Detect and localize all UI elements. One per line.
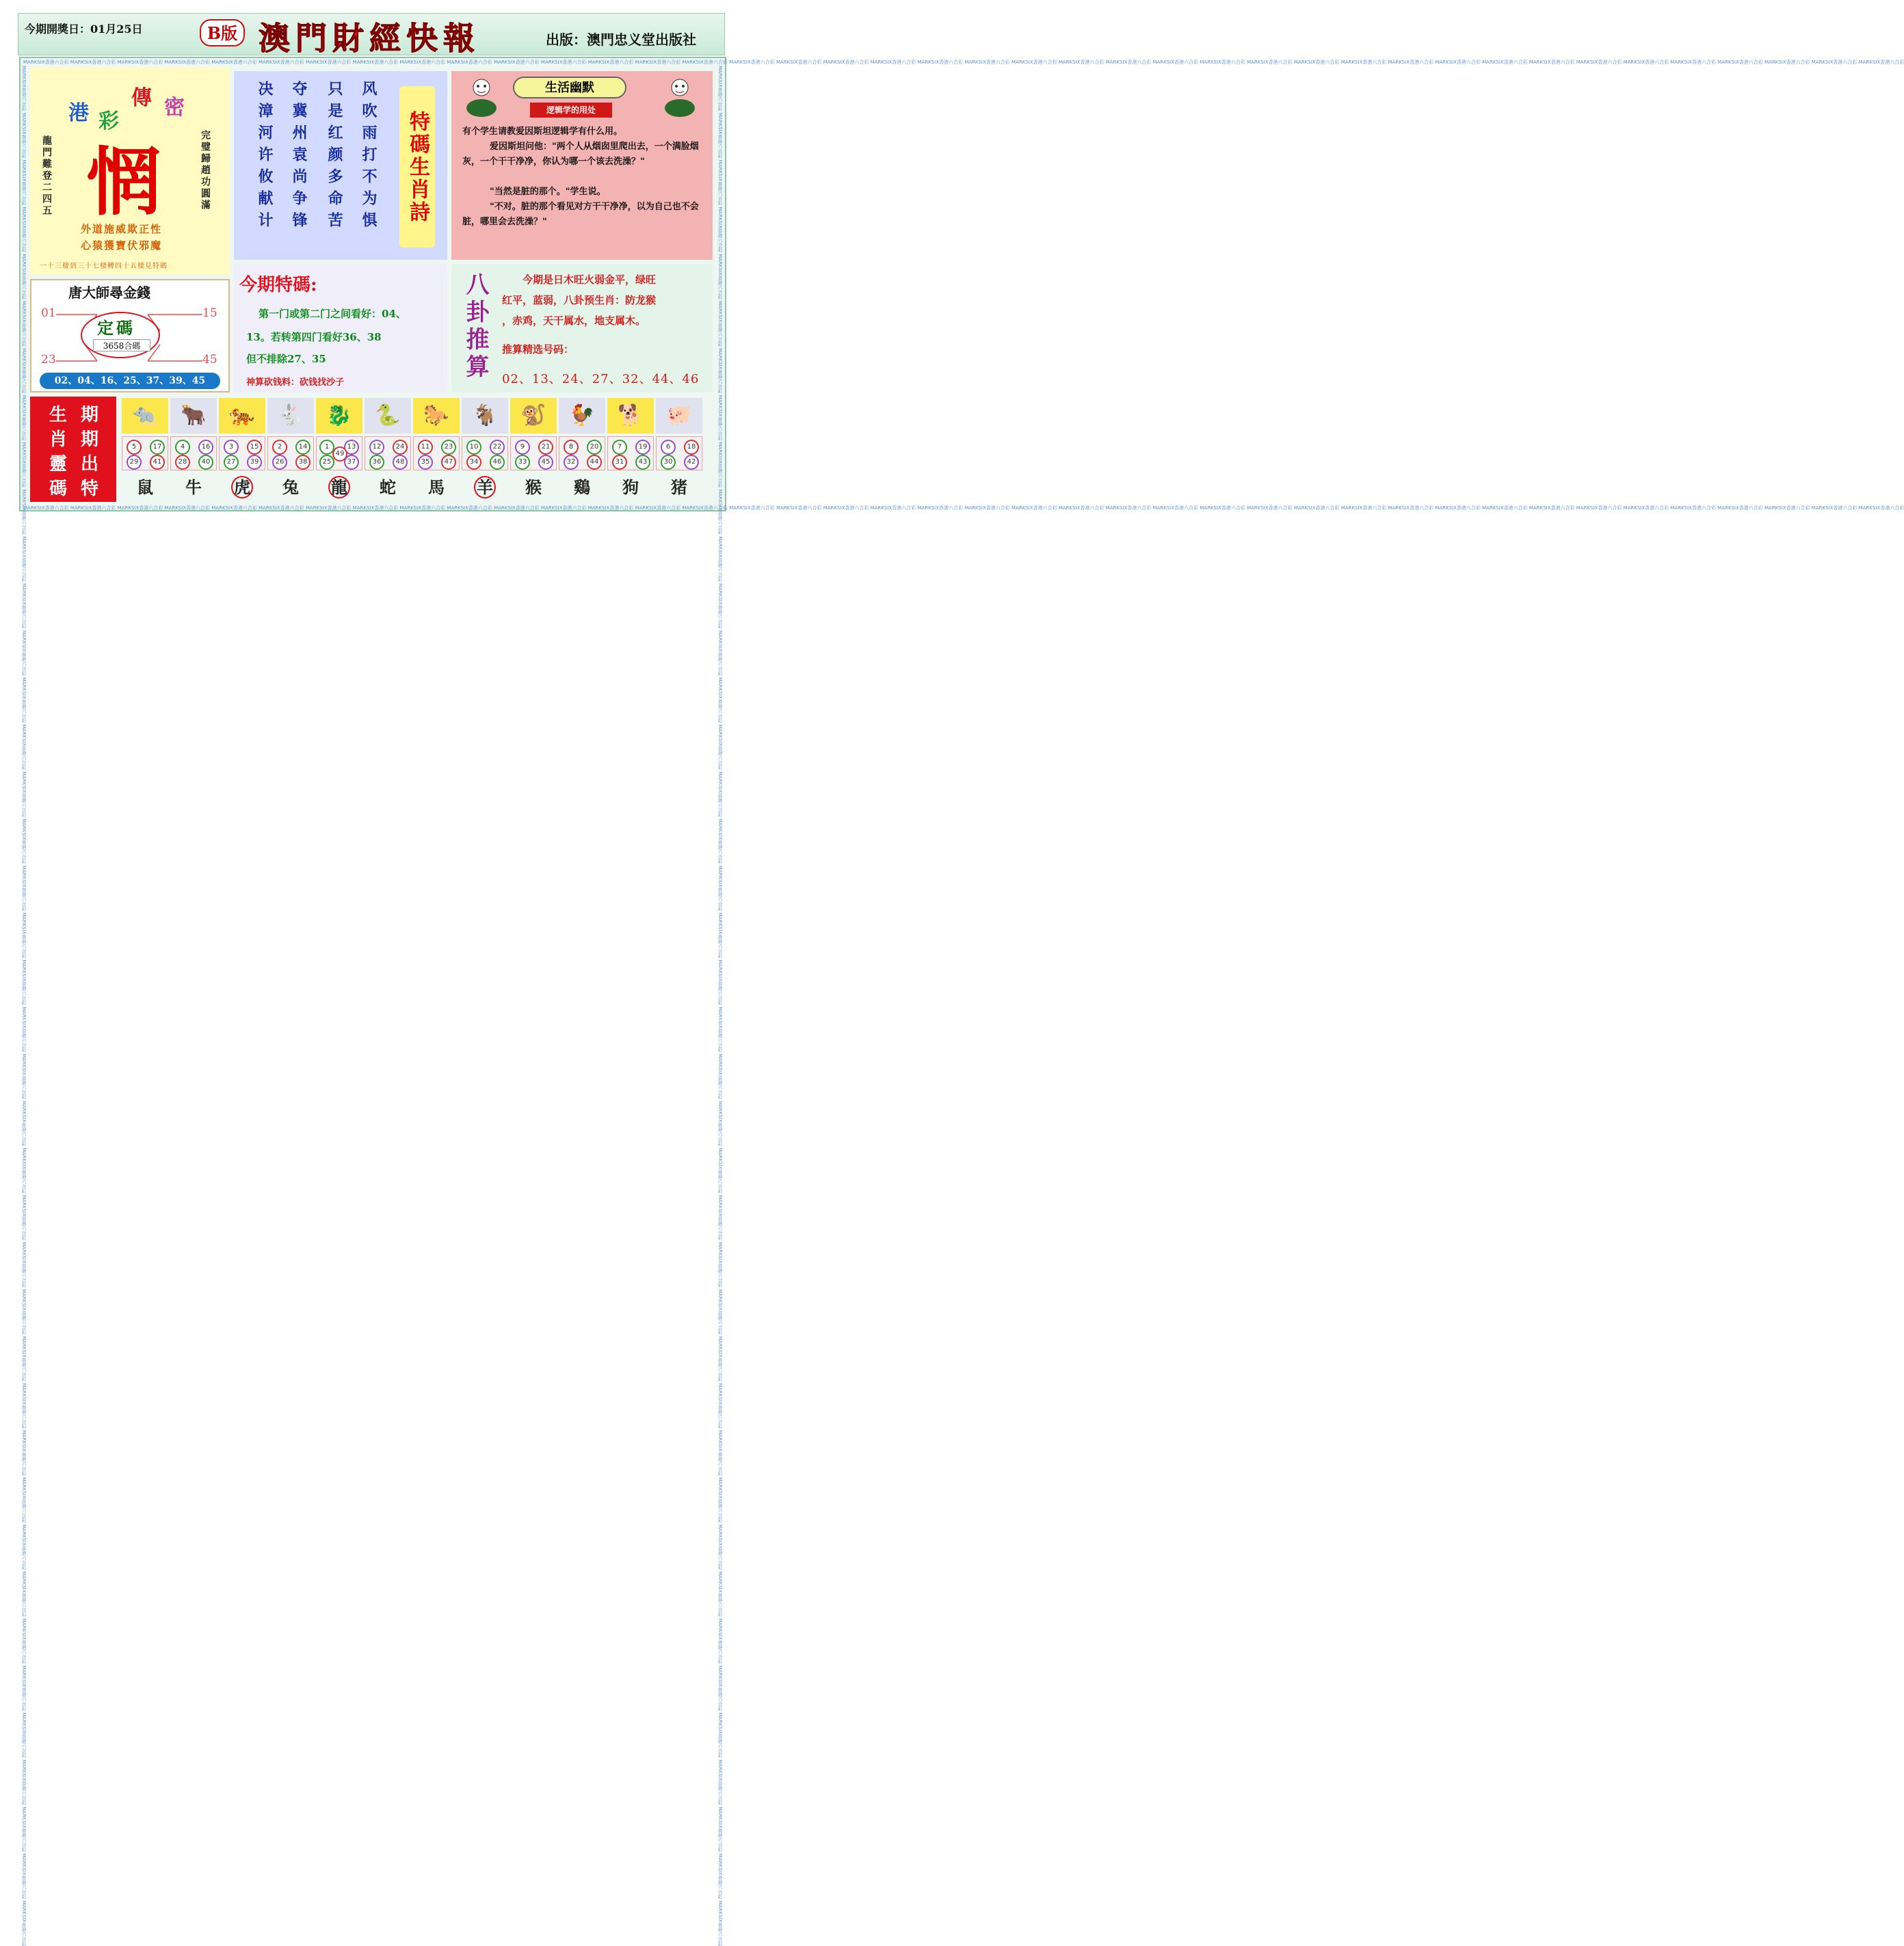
border-strip-left: MARKSIX香港六合彩 MARKSIX香港六合彩 MARKSIX香港六合彩 MARKSIX香港六合彩 MARKSIX香港六合彩 MARKSIX香港六合彩 MARKSIX香港六合彩 MARKSIX香港六合彩 MARKSIX香港六合彩 MARKSIX香港六合彩 MARKSIX香港六合彩 MARKSIX香港六合彩 MARKSIX香港六合彩 MARKSIX香港六合彩 MARKSIX香港六合彩 MARKSIX香港六合彩 MARKSIX香港六合彩 MARKSIX香港六合彩 MARKSIX香港六合彩 MARKSIX香港六合彩 MARKSIX香港六合彩 MARKSIX香港六合彩 MARKSIX香港六合彩 MARKSIX香港六合彩 MARKSIX香港六合彩 MARKSIX香港六合彩 MARKSIX香港六合彩 MARKSIX香港六合彩 MARKSIX香港六合彩 MARKSIX香港六合彩 MARKSIX香港六合彩 MARKSIX香港六合彩 MARKSIX香港六合彩 MARKSIX香港六合彩 MARKSIX香港六合彩 MARKSIX香港六合彩 MARKSIX香港六合彩 MARKSIX香港六合彩 MARKSIX香港六合彩 MARKSIX香港六合彩: [21, 66, 27, 1946]
number-ball: 14: [295, 440, 310, 455]
left-vertical-text: 龍門難登二四五: [41, 135, 52, 217]
number-ball: 30: [661, 455, 676, 470]
zodiac-name-text: 猪: [671, 477, 687, 497]
number-ball: 25: [319, 455, 334, 470]
poem-column-3: 夺冀州袁尚争锋: [290, 81, 308, 234]
zodiac-name: [413, 473, 460, 502]
zodiac-name: [170, 473, 217, 502]
poem-column-2: 只是红颜多命苦: [326, 81, 343, 234]
zodiac-name: [462, 473, 508, 502]
number-ball: 6: [661, 440, 676, 455]
bagua-line-2: 红平，蓝弱，八卦预生肖：防龙猴: [502, 294, 657, 306]
money-number-tl: 01: [41, 306, 56, 320]
legend-char: 肖: [49, 429, 68, 450]
number-ball: 16: [198, 440, 213, 455]
number-ball: 10: [466, 440, 481, 455]
money-numbers-bar: 02、04、16、25、37、39、45: [40, 373, 220, 389]
rooster-icon: 🐓: [559, 398, 605, 434]
verse-line-1: 外道施威欺正性: [81, 223, 163, 235]
fixed-code-label: 定碼: [97, 318, 135, 338]
bagua-numbers: 02、13、24、27、32、44、46: [502, 372, 700, 386]
humor-paragraph-2: 爱因斯坦问他："两个人从烟囱里爬出去，一个满脸烟灰，一个干干净净，你认为哪一个该去洗澡？": [462, 142, 699, 167]
logo-gangcai: [68, 81, 205, 133]
today-code-line-4: 神算砍钱料：砍钱找沙子: [246, 377, 345, 388]
number-ball: 48: [393, 455, 408, 470]
zodiac-name: [510, 473, 557, 502]
zodiac-number-box: [170, 436, 217, 470]
zodiac-number-box: [122, 436, 168, 470]
humor-paragraph-1: 有个学生请教爱因斯坦逻辑学有什么用。: [462, 126, 623, 137]
number-ball: 44: [587, 455, 602, 470]
logo-char: 密: [164, 96, 185, 120]
zodiac-name-text: 虎: [231, 476, 253, 498]
zodiac-number-box: [365, 436, 411, 470]
number-ball: 23: [441, 440, 456, 455]
number-ball: 1: [319, 440, 334, 455]
combo-code: 3658合碼: [93, 339, 150, 351]
number-ball: 17: [150, 440, 165, 455]
zodiac-name-text: 龍: [328, 476, 350, 498]
number-ball: 8: [564, 440, 579, 455]
today-code-line-3: 但不排除27、35: [246, 353, 326, 365]
zodiac-name: [365, 473, 411, 502]
money-title: 唐大師尋金錢: [68, 284, 150, 301]
verse-line-3: 一十三棲到三十七棲轉四十五棲見特碼: [40, 263, 168, 270]
page-title: 澳門財經快報: [259, 20, 480, 57]
legend-char: 特: [81, 479, 99, 499]
poem-side-label: 特碼生肖詩: [399, 86, 435, 248]
number-ball: 32: [564, 455, 579, 470]
bagua-line-3: ，赤鸡，天干属水，地支属木。: [502, 315, 646, 327]
bagua-line-1: 今期是日木旺火弱金平，绿旺: [523, 274, 657, 286]
legend-char: 期: [81, 405, 99, 425]
zodiac-name: [316, 473, 362, 502]
humor-paragraph-4: "不对。脏的那个看见对方干干净净，以为自己也不会脏，哪里会去洗澡？": [462, 202, 699, 227]
pig-icon: 🐖: [656, 398, 702, 434]
zodiac-number-box: [656, 436, 702, 470]
zodiac-number-box: [462, 436, 508, 470]
number-ball: 37: [344, 455, 359, 470]
money-number-tr: 15: [202, 306, 217, 320]
number-ball: 4: [175, 440, 190, 455]
zodiac-name-text: 馬: [428, 477, 445, 497]
number-ball: 7: [612, 440, 627, 455]
humor-subtitle: 逻辑学的用处: [530, 103, 612, 118]
number-ball: 38: [295, 455, 310, 470]
number-ball: 41: [150, 455, 165, 470]
bagua-side-label: 八卦推算: [462, 272, 489, 382]
zodiac-name: [656, 473, 702, 502]
zodiac-name: [607, 473, 654, 502]
humor-paragraph-3: "当然是脏的那个。"学生说。: [490, 187, 606, 197]
zodiac-number-box: [607, 436, 654, 470]
zodiac-name-text: 鼠: [137, 477, 153, 497]
number-ball: 29: [127, 455, 142, 470]
number-ball: 33: [515, 455, 530, 470]
number-ball: 3: [224, 440, 239, 455]
number-ball: 15: [247, 440, 262, 455]
zodiac-number-box: [219, 436, 265, 470]
number-ball: 31: [612, 455, 627, 470]
zodiac-legend-panel: [30, 397, 116, 502]
zodiac-name-text: 蛇: [380, 477, 396, 497]
number-ball: 12: [369, 440, 384, 455]
zodiac-name-text: 羊: [474, 476, 496, 498]
number-ball: 49: [332, 446, 347, 462]
verse-line-2: 心猿獲寶伏邪魔: [81, 239, 163, 252]
number-ball: 39: [247, 455, 262, 470]
zodiac-number-box: [510, 436, 557, 470]
zodiac-name: [559, 473, 605, 502]
tiger-icon: 🐅: [219, 398, 265, 434]
number-ball: 35: [418, 455, 433, 470]
number-ball: 2: [272, 440, 287, 455]
number-ball: 18: [684, 440, 699, 455]
poem-column-1: 风吹雨打不为惧: [360, 81, 378, 234]
poem-column-4: 决漳河许攸献计: [256, 81, 274, 234]
right-vertical-text: 完璧歸趙功圓滿: [200, 130, 211, 211]
zodiac-number-box: [559, 436, 605, 470]
number-ball: 22: [490, 440, 505, 455]
number-ball: 19: [635, 440, 650, 455]
money-bag-right-icon: [661, 77, 699, 118]
money-bag-left-icon: [462, 77, 501, 118]
ox-icon: 🐂: [170, 398, 217, 434]
zodiac-name: [267, 473, 314, 502]
legend-char: 出: [81, 454, 99, 475]
number-ball: 24: [393, 440, 408, 455]
zodiac-name-text: 兔: [282, 477, 299, 497]
zodiac-name-text: 牛: [185, 477, 202, 497]
zodiac-number-box: [267, 436, 314, 470]
logo-char: 港: [68, 101, 89, 125]
zodiac-number-box: [413, 436, 460, 470]
border-strip-top: MARKSIX香港六合彩 MARKSIX香港六合彩 MARKSIX香港六合彩 MARKSIX香港六合彩 MARKSIX香港六合彩 MARKSIX香港六合彩 MARKSIX香港六合彩 MARKSIX香港六合彩 MARKSIX香港六合彩 MARKSIX香港六合彩 MARKSIX香港六合彩 MARKSIX香港六合彩 MARKSIX香港六合彩 MARKSIX香港六合彩 MARKSIX香港六合彩 MARKSIX香港六合彩 MARKSIX香港六合彩 MARKSIX香港六合彩 MARKSIX香港六合彩 MARKSIX香港六合彩 MARKSIX香港六合彩 MARKSIX香港六合彩 MARKSIX香港六合彩 MARKSIX香港六合彩 MARKSIX香港六合彩 MARKSIX香港六合彩 MARKSIX香港六合彩 MARKSIX香港六合彩 MARKSIX香港六合彩 MARKSIX香港六合彩 MARKSIX香港六合彩 MARKSIX香港六合彩 MARKSIX香港六合彩 MARKSIX香港六合彩 MARKSIX香港六合彩 MARKSIX香港六合彩 MARKSIX香港六合彩 MARKSIX香港六合彩 MARKSIX香港六合彩 MARKSIX香港六合彩: [23, 59, 1904, 65]
bagua-line-4: 推算精选号码：: [502, 343, 574, 356]
logo-char: 彩: [98, 109, 119, 133]
money-number-br: 45: [202, 353, 217, 366]
zodiac-name: [122, 473, 168, 502]
legend-char: 碼: [49, 479, 68, 499]
legend-char: 期: [81, 429, 99, 450]
number-ball: 46: [490, 455, 505, 470]
number-ball: 42: [684, 455, 699, 470]
edition-badge: B版: [200, 19, 245, 46]
number-ball: 34: [466, 455, 481, 470]
number-ball: 27: [224, 455, 239, 470]
number-ball: 5: [127, 440, 142, 455]
number-ball: 26: [272, 455, 287, 470]
legend-char: 生: [49, 405, 68, 425]
issue-date: 今期開獎日：01月25日: [25, 23, 143, 36]
number-ball: 47: [441, 455, 456, 470]
number-ball: 9: [515, 440, 530, 455]
zodiac-name-text: 狗: [622, 477, 639, 497]
logo-char: 傳: [131, 86, 152, 110]
goat-icon: 🐐: [462, 398, 508, 434]
number-ball: 45: [538, 455, 553, 470]
number-ball: 21: [538, 440, 553, 455]
zodiac-name-text: 猴: [525, 477, 542, 497]
border-strip-bottom: MARKSIX香港六合彩 MARKSIX香港六合彩 MARKSIX香港六合彩 MARKSIX香港六合彩 MARKSIX香港六合彩 MARKSIX香港六合彩 MARKSIX香港六合彩 MARKSIX香港六合彩 MARKSIX香港六合彩 MARKSIX香港六合彩 MARKSIX香港六合彩 MARKSIX香港六合彩 MARKSIX香港六合彩 MARKSIX香港六合彩 MARKSIX香港六合彩 MARKSIX香港六合彩 MARKSIX香港六合彩 MARKSIX香港六合彩 MARKSIX香港六合彩 MARKSIX香港六合彩 MARKSIX香港六合彩 MARKSIX香港六合彩 MARKSIX香港六合彩 MARKSIX香港六合彩 MARKSIX香港六合彩 MARKSIX香港六合彩 MARKSIX香港六合彩 MARKSIX香港六合彩 MARKSIX香港六合彩 MARKSIX香港六合彩 MARKSIX香港六合彩 MARKSIX香港六合彩 MARKSIX香港六合彩 MARKSIX香港六合彩 MARKSIX香港六合彩 MARKSIX香港六合彩 MARKSIX香港六合彩 MARKSIX香港六合彩 MARKSIX香港六合彩 MARKSIX香港六合彩: [23, 505, 1904, 511]
zodiac-name-text: 鷄: [574, 477, 590, 497]
zodiac-name: [219, 473, 265, 502]
number-ball: 20: [587, 440, 602, 455]
rabbit-icon: 🐇: [267, 398, 314, 434]
dog-icon: 🐕: [607, 398, 654, 434]
today-code-line-2: 13。若转第四门看好36、38: [246, 331, 382, 343]
zodiac-number-box: [316, 436, 362, 470]
horse-icon: 🐎: [413, 398, 460, 434]
big-character: 惘: [86, 139, 161, 226]
border-strip-right: MARKSIX香港六合彩 MARKSIX香港六合彩 MARKSIX香港六合彩 MARKSIX香港六合彩 MARKSIX香港六合彩 MARKSIX香港六合彩 MARKSIX香港六合彩 MARKSIX香港六合彩 MARKSIX香港六合彩 MARKSIX香港六合彩 MARKSIX香港六合彩 MARKSIX香港六合彩 MARKSIX香港六合彩 MARKSIX香港六合彩 MARKSIX香港六合彩 MARKSIX香港六合彩 MARKSIX香港六合彩 MARKSIX香港六合彩 MARKSIX香港六合彩 MARKSIX香港六合彩 MARKSIX香港六合彩 MARKSIX香港六合彩 MARKSIX香港六合彩 MARKSIX香港六合彩 MARKSIX香港六合彩 MARKSIX香港六合彩 MARKSIX香港六合彩 MARKSIX香港六合彩 MARKSIX香港六合彩 MARKSIX香港六合彩 MARKSIX香港六合彩 MARKSIX香港六合彩 MARKSIX香港六合彩 MARKSIX香港六合彩 MARKSIX香港六合彩 MARKSIX香港六合彩 MARKSIX香港六合彩 MARKSIX香港六合彩 MARKSIX香港六合彩 MARKSIX香港六合彩: [717, 66, 723, 1946]
today-code-title: 今期特碼:: [239, 275, 317, 295]
publisher: 出版：澳門忠义堂出版社: [546, 31, 696, 48]
today-code-line-1: 第一门或第二门之间看好：04、: [259, 308, 406, 320]
rat-icon: 🐀: [122, 398, 168, 434]
number-ball: 36: [369, 455, 384, 470]
number-ball: 11: [418, 440, 433, 455]
snake-icon: 🐍: [365, 398, 411, 434]
number-ball: 43: [635, 455, 650, 470]
number-ball: 13: [344, 440, 359, 455]
humor-title: 生活幽默: [513, 77, 626, 98]
dragon-icon: 🐉: [316, 398, 362, 434]
monkey-icon: 🐒: [510, 398, 557, 434]
number-ball: 28: [175, 455, 190, 470]
number-ball: 40: [198, 455, 213, 470]
legend-char: 靈: [49, 454, 68, 475]
money-number-bl: 23: [41, 353, 56, 366]
